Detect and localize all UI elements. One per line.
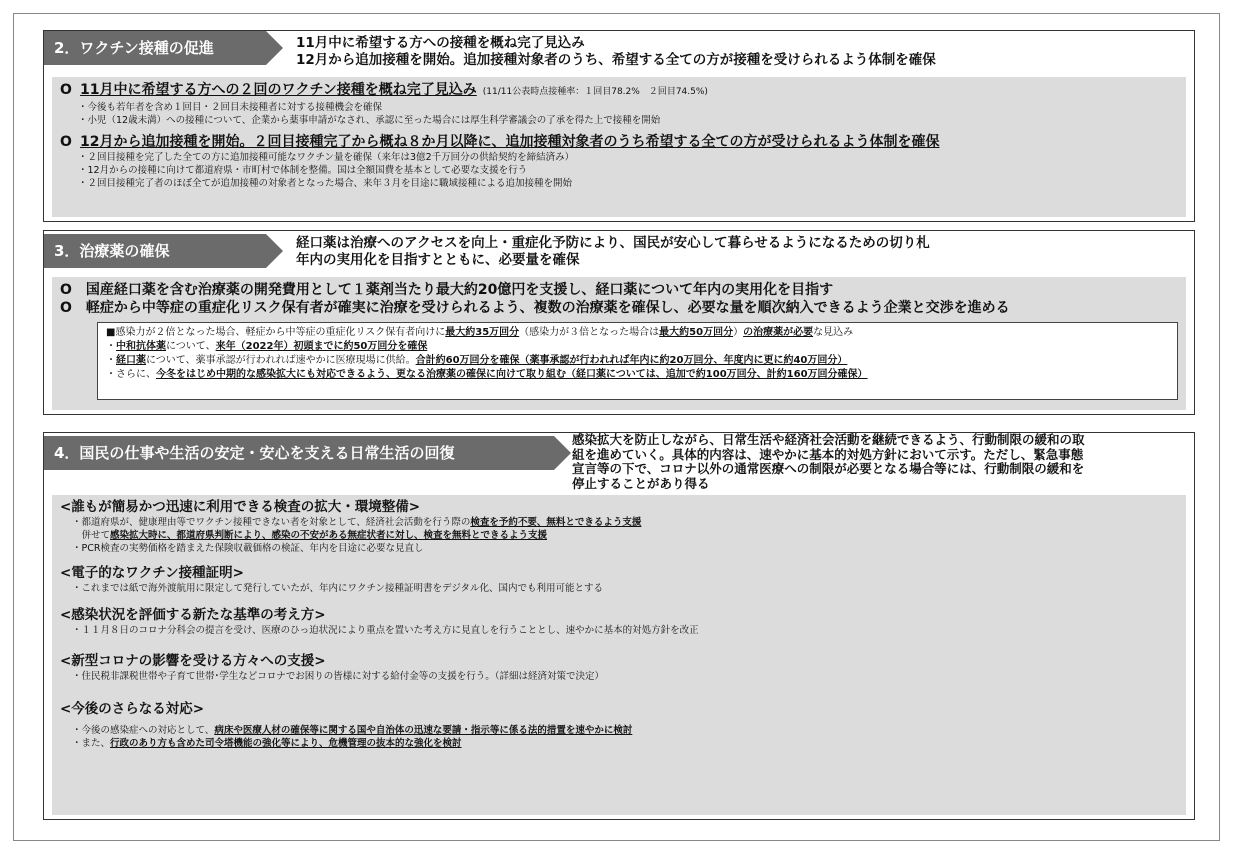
text: ■感染力が２倍となった場合、軽症から中等症の重症化リスク保有者向けに [106,327,446,338]
summary-line: 宣言等の下で、コロナ以外の通常医療への制限が必要となる場合等には、行動制限の緩和を [572,461,1085,476]
section-vaccination [43,30,1195,222]
body-line [60,724,1178,737]
title-arrow [266,234,283,268]
text: な見込み [813,327,854,338]
section-title [44,436,554,470]
highlight: 感染拡大時に、都道府県判断により、感染の不安がある無症状者に対し、検査を無料とできるよう支援 [110,530,548,541]
section-title-text: 4．国民の仕事や生活の安定・安心を支える日常生活の回復 [54,444,455,462]
text: ・ [106,341,116,352]
detail-line [106,326,1169,340]
point-item [60,81,1178,101]
text: ・さらに、 [106,369,156,380]
circle-bullet: O [60,134,72,150]
highlight: の治療薬が必要 [743,327,814,338]
text: （感染力が３倍となった場合は [519,327,660,338]
title-arrow [554,436,571,470]
body-line: ・PCR検査の実勢価格を踏まえた保険収載価格の検証、年内を目途に必要な見直し [72,543,424,554]
point-main: 12月から追加接種を開始。２回目接種完了から概ね８か月以降に、追加接種対象者のうち希望する全ての方が受けられるよう体制を確保 [80,134,940,150]
sub-item: ・今後も若年者を含め１回目・２回目未接種者に対する接種機会を確保 [78,102,383,113]
highlight: 今冬をはじめ中期的な感染拡大にも対応できるよう、更なる治療薬の確保に向けて取り組む（経口薬については、追加で約100万回分、計約160万回分確保） [156,369,868,380]
section-summary [296,35,936,69]
highlight: 合計約60万回分を確保（薬事承認が行われれば年内に約20万回分、年度内に更に約40万回分） [415,355,848,366]
text: ・ [106,355,116,366]
sub-item: ・２回目接種を完了した全ての方に追加接種可能なワクチン量を確保（来年は3億2千万回分の供給契約を締結済み） [78,152,575,163]
text: 併せて [72,530,111,541]
section-header [44,231,1194,271]
highlight: 来年（2022年）初頭までに約50万回分を確保 [215,341,428,352]
sub-item: ・小児（12歳未満）への接種について、企業から薬事申請がなされ、承認に至った場合には厚生科学審議会の了承を得た上で接種を開始 [78,115,661,126]
section-body [52,495,1186,815]
text: ・また、 [72,738,111,749]
point-item [60,133,1178,151]
subsection-heading: <今後のさらなる対応> [60,701,205,717]
text: ・今後の感染症への対応として、 [72,725,215,736]
section-treatment [43,230,1195,415]
section-summary [296,235,930,269]
section-title [44,31,266,65]
body-line [60,516,1178,529]
section-summary [572,433,1085,491]
section-header [44,31,1194,71]
sub-item: ・12月からの接種に向けて都道府県・市町村で体制を整備。国は全額国費を基本として必要な支援を行う [78,165,528,176]
summary-line: 停止することがあり得る [572,475,710,491]
summary-line: 組を進めていく。具体的内容は、速やかに基本的対処方針において示す。ただし、緊急事態 [572,446,1084,462]
highlight: 病床や医療人材の確保等に関する国や自治体の迅速な要請・指示等に係る法的措置を速やかに検討 [214,725,633,736]
point-main: 11月中に希望する方への２回のワクチン接種を概ね完了見込み [80,82,477,98]
summary-line: 11月中に希望する方への接種を概ね完了見込み [296,35,585,51]
text: について、薬事承認が行われれば速やかに医療現場に供給。 [146,355,416,366]
text: ・都道府県が、健康理由等でワクチン接種できない者を対象として、経済社会活動を行う際の [72,517,471,528]
body-line: ・住民税非課税世帯や子育て世帯･学生などコロナでお困りの皆様に対する給付金等の支援を行う。（詳細は経済対策で決定） [72,671,605,682]
highlight: 中和抗体薬 [116,341,166,352]
section-title-text: 2．ワクチン接種の促進 [54,39,214,57]
subsection-heading: <感染状況を評価する新たな基準の考え方> [60,607,326,623]
highlight: 行政のあり方も含めた司令塔機能の強化等により、危機管理の抜本的な強化を検討 [110,738,462,749]
section-title [44,234,266,268]
text: について、 [166,341,216,352]
circle-bullet: O [60,82,72,98]
highlight: 最大約50万回分 [659,327,734,338]
detail-line [106,368,1169,382]
summary-line: 12月から追加接種を開始。追加接種対象者のうち、希望する全ての方が接種を受けられるよう体制を確保 [296,52,936,68]
summary-line: 感染拡大を防止しながら、日常生活や経済社会活動を継続できるよう、行動制限の緩和の取 [572,432,1085,447]
summary-line: 年内の実用化を目指すとともに、必要量を確保 [296,252,580,268]
subsection-heading: <電子的なワクチン接種証明> [60,565,244,581]
section-header [44,433,1194,493]
sub-item: ・２回目接種完了者のほぼ全てが追加接種の対象者となった場合、来年３月を目途に職域接種による追加接種を開始 [78,178,573,189]
summary-line: 経口薬は治療へのアクセスを向上・重症化予防により、国民が安心して暮らせるようになるための切り札 [296,235,930,251]
section-body [52,277,1186,410]
subsection-heading: <新型コロナの影響を受ける方々への支援> [60,653,326,669]
highlight: 最大約35万回分 [445,327,520,338]
section-title-text: 3．治療薬の確保 [54,242,170,260]
body-line [60,529,1178,542]
detail-line [106,340,1169,354]
title-arrow [266,31,283,65]
detail-line [106,354,1169,368]
text: ） [733,327,744,338]
body-line [60,737,1178,750]
detail-box [97,322,1178,400]
section-body [52,77,1186,217]
point-item: O 国産経口薬を含む治療薬の開発費用として１薬剤当たり最大約20億円を支援し、経口薬について年内の実用化を目指す [60,282,834,298]
highlight: 経口薬 [116,355,146,366]
highlight: 検査を予約不要、無料とできるよう支援 [470,517,642,528]
point-note: (11/11公表時点接種率：１回目78.2% ２回目74.5%) [482,87,708,97]
body-line: ・これまでは紙で海外渡航用に限定して発行していたが、年内にワクチン接種証明書をデジタル化、国内でも利用可能とする [72,583,603,594]
section-daily-life [43,432,1195,820]
subsection-heading: <誰もが簡易かつ迅速に利用できる検査の拡大・環境整備> [60,499,421,515]
body-line: ・１１月８日のコロナ分科会の提言を受け、医療のひっ迫状況により重点を置いた考え方に見直しを行うこととし、速やかに基本的対処方針を改正 [72,625,699,636]
point-item: O 軽症から中等症の重症化リスク保有者が確実に治療を受けられるよう、複数の治療薬を確保し、必要な量を順次納入できるよう企業と交渉を進める [60,300,1010,316]
